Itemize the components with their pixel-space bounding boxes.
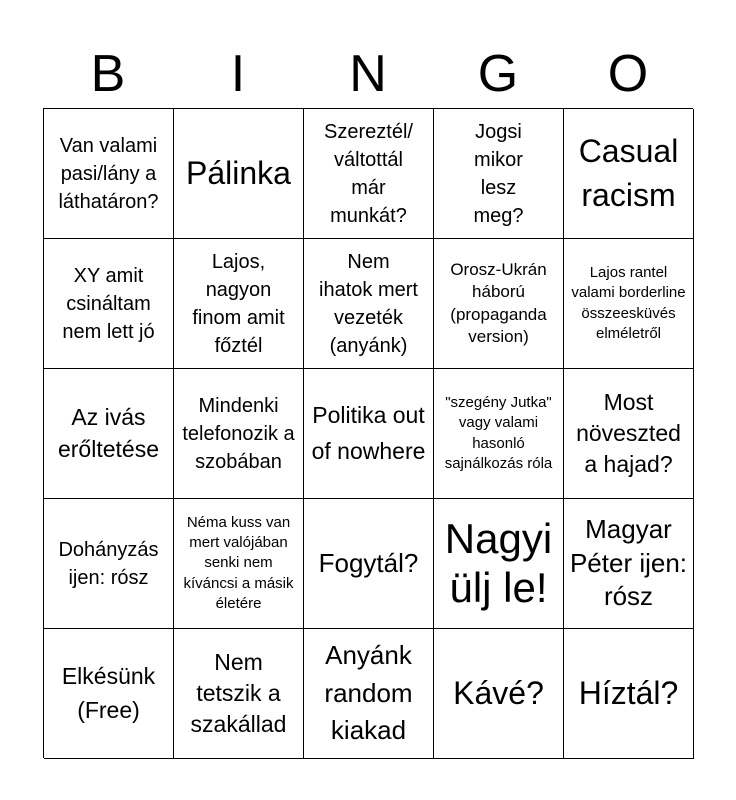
cell-text: Az ivás erőltetése [57,404,159,462]
bingo-cell[interactable] [434,629,564,759]
header-letter-g: G [477,45,519,103]
cell-text: Politika out of nowhere [311,401,426,464]
bingo-cell[interactable] [174,629,304,759]
cell-text: Elkésünk (Free) [61,663,156,723]
cell-text: Anyánk random kiakad [324,639,413,746]
bingo-cell[interactable] [44,499,174,629]
bingo-board [43,108,693,758]
bingo-cell[interactable] [44,369,174,499]
bingo-cell[interactable] [564,499,694,629]
cell-text: XY amit csináltam nem lett jó [62,264,155,343]
bingo-cell[interactable] [434,239,564,369]
header-letter-b: B [90,45,126,103]
bingo-cell[interactable] [304,499,434,629]
bingo-cell[interactable] [434,109,564,239]
cell-text: Nagyi ülj le! [444,515,553,611]
cell-text: Most növeszted a hajad? [576,388,681,478]
bingo-cell[interactable] [304,109,434,239]
cell-text: Pálinka [186,154,291,191]
bingo-cell[interactable] [174,109,304,239]
cell-text: Híztál? [578,674,679,711]
cell-text: Van valami pasi/lány a láthatáron? [58,134,159,213]
cell-text: Szereztél/ váltottál már munkát? [324,120,413,227]
bingo-cell[interactable] [564,109,694,239]
cell-text: Mindenki telefonozik a szobában [182,394,295,473]
bingo-cell[interactable] [434,499,564,629]
cell-text: Dohányzás ijen: rósz [58,538,159,589]
bingo-cell[interactable] [564,369,694,499]
header-letter-i: I [230,45,246,103]
bingo-cell[interactable] [44,109,174,239]
cell-text: Orosz-Ukrán háború (propaganda version) [450,260,547,346]
bingo-cell[interactable] [304,239,434,369]
cell-text: Nem tetszik a szakállad [190,648,287,738]
cell-text: Fogytál? [318,547,419,578]
bingo-header [43,40,693,108]
bingo-cell[interactable] [44,239,174,369]
bingo-cell[interactable] [304,369,434,499]
cell-text: Lajos, nagyon finom amit főztél [192,250,285,357]
cell-text: Casual racism [578,133,679,213]
bingo-cell[interactable] [304,629,434,759]
header-letter-n: N [349,45,387,103]
bingo-cell[interactable] [564,239,694,369]
cell-text: Lajos rantel valami borderline összeesküvés elméletről [571,264,686,342]
bingo-cell[interactable] [174,499,304,629]
bingo-cell[interactable] [434,369,564,499]
bingo-cell[interactable] [44,629,174,759]
bingo-cell[interactable] [564,629,694,759]
cell-text: Nem ihatok mert vezeték (anyánk) [319,250,418,357]
cell-text: "szegény Jutka" vagy valami hasonló sajnálkozás róla [444,394,553,472]
cell-text: Magyar Péter ijen: rósz [569,513,688,612]
bingo-cell[interactable] [174,239,304,369]
header-letter-o: O [607,45,649,103]
cell-text: Kávé? [453,674,544,711]
bingo-cell[interactable] [174,369,304,499]
cell-text: Néma kuss van mert valójában senki nem kíváncsi a másik életére [183,513,294,612]
cell-text: Jogsi mikor lesz meg? [473,120,524,227]
